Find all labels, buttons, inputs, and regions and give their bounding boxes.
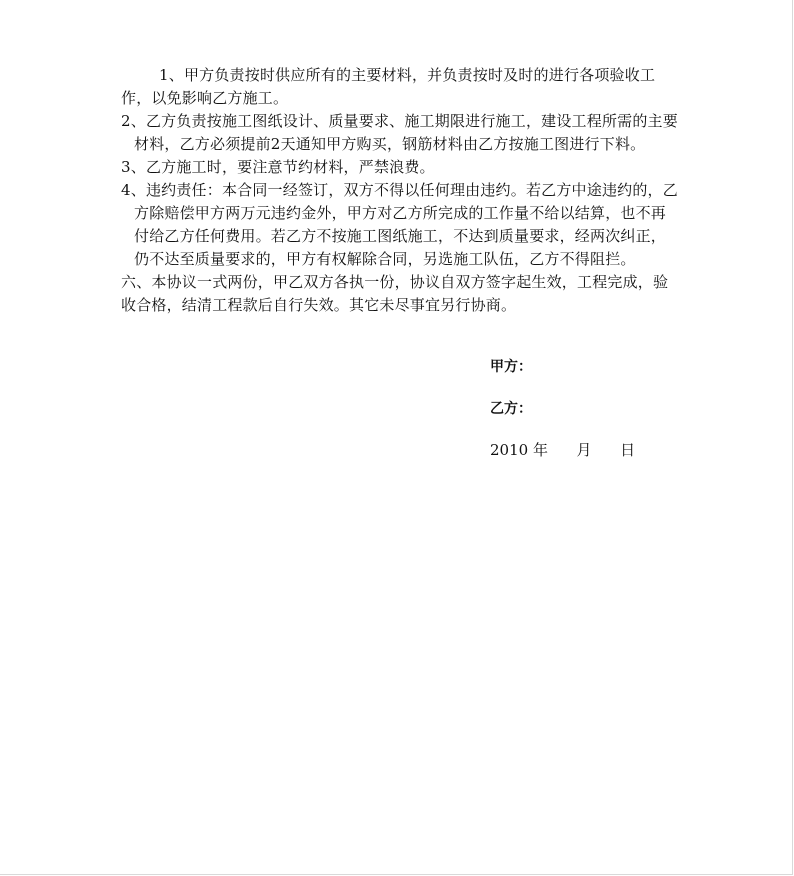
clause-6: 六、本协议一式两份，甲乙双方各执一份，协议自双方签字起生效，工程完成，验收合格，结清工程款后自行失效。其它未尽事宜另行协商。 — [121, 273, 669, 314]
clause-2: 2、乙方负责按施工图纸设计、质量要求、施工期限进行施工，建设工程所需的主要材料，乙方必须提前2天通知甲方购买，钢筋材料由乙方按施工图进行下料。 — [121, 112, 678, 153]
clause-1: 1、甲方负责按时供应所有的主要材料，并负责按时及时的进行各项验收工作，以免影响乙方施工。 — [121, 66, 656, 107]
party-b-signature-label: 乙方： — [490, 401, 532, 417]
contract-body — [121, 64, 681, 317]
party-a-signature-label: 甲方： — [490, 359, 532, 375]
clause-4: 4、违约责任：本合同一经签订，双方不得以任何理由违约。若乙方中途违约的，乙方除赔偿甲方两万元违约金外，甲方对乙方所完成的工作量不给以结算，也不再付给乙方任何费用。若乙方不按施工图纸施工，不达到质量要求，经两次纠正，仍不达至质量要求的，甲方有权解除合同，另选施工队伍，乙方不得阻拦。 — [121, 181, 678, 268]
signature-date: 2010 年 月 日 — [490, 441, 636, 459]
clause-3: 3、乙方施工时，要注意节约材料，严禁浪费。 — [121, 158, 435, 176]
